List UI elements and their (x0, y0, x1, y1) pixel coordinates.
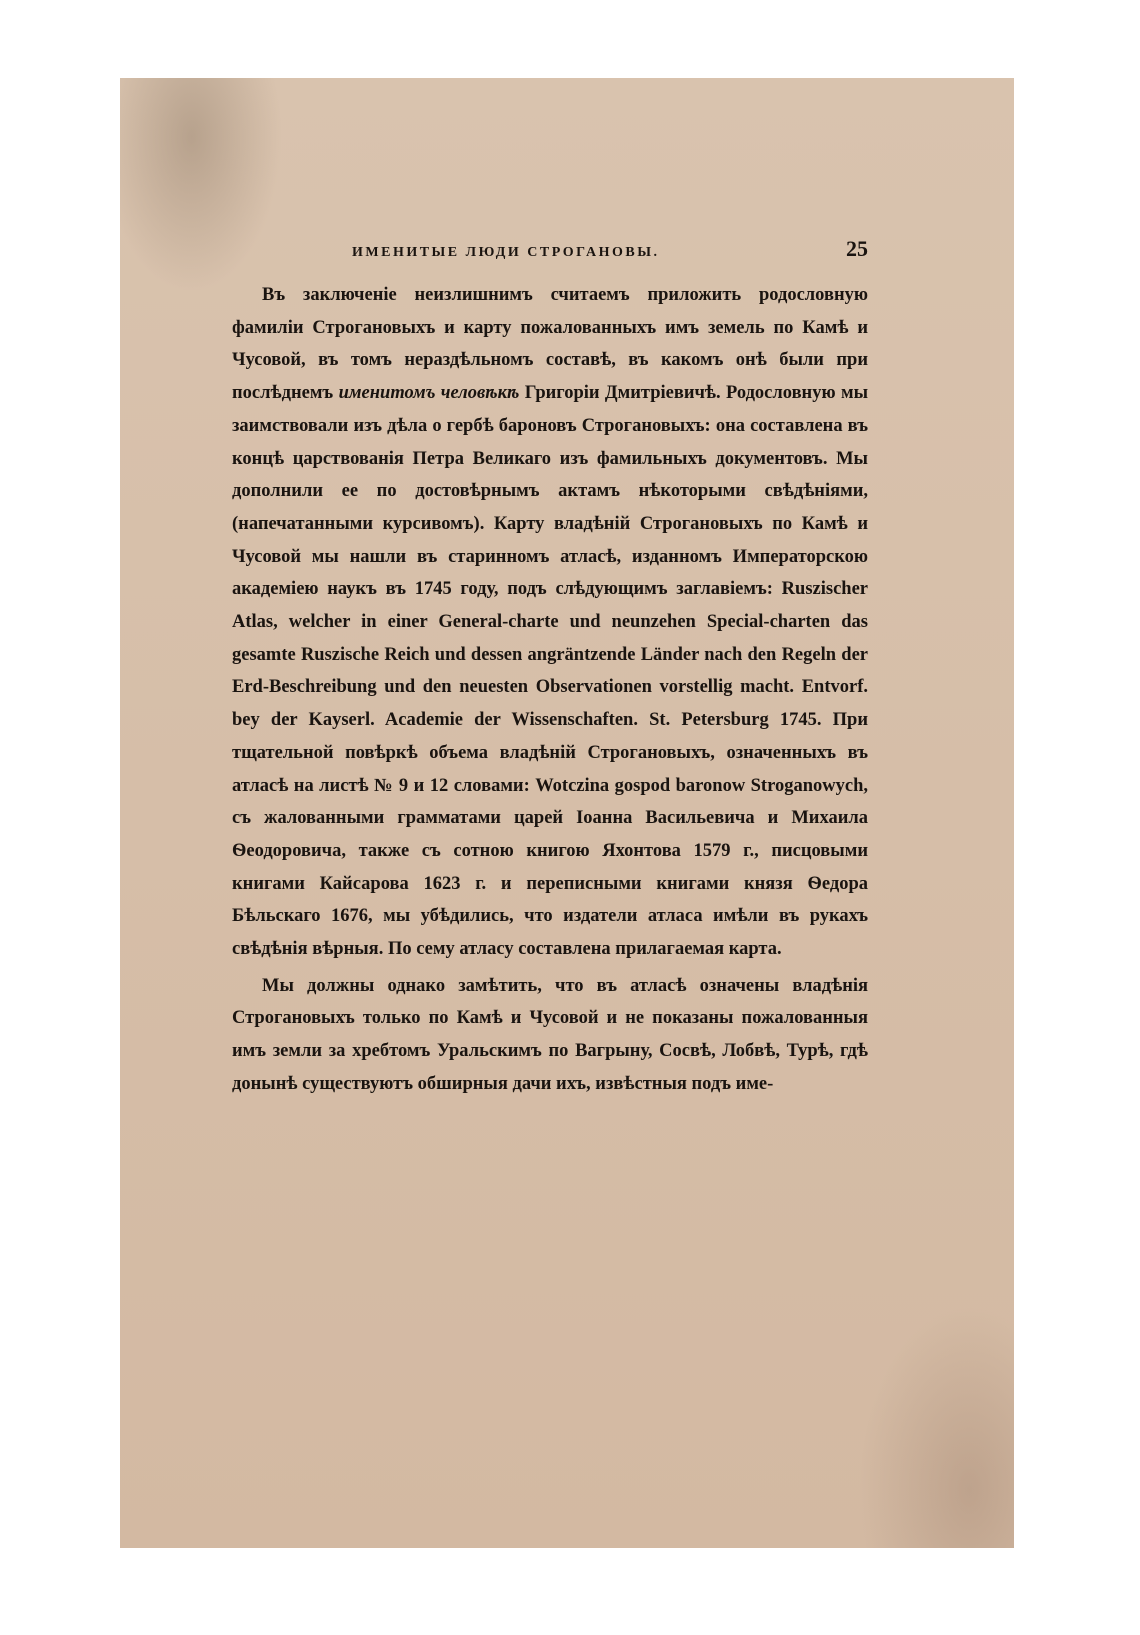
scanned-page (120, 78, 1014, 1548)
paragraph-1 (232, 279, 868, 966)
running-head-title: ИМЕНИТЫЕ ЛЮДИ СТРОГАНОВЫ. (352, 245, 660, 260)
paragraph-1-part-1: Въ заключеніе неизлишнимъ считаемъ приложить родословную фамиліи Строгановыхъ и карту пожалованныхъ имъ земель по Камѣ и Чусовой, въ томъ нераздѣльномъ составѣ, въ какомъ онѣ были при послѣднемъ (232, 285, 868, 404)
paragraph-1-part-2: Григоріи Дмитріевичѣ. Родословную мы заимствовали изъ дѣла о гербѣ бароновъ Строгановыхъ: она составлена въ концѣ царствованія Петра Великаго изъ фамильныхъ документовъ. Мы дополнили ее по достовѣрнымъ актамъ нѣкоторыми свѣдѣніями, (напечатанными курсивомъ). Карту владѣній Строгановыхъ по Камѣ и Чусовой мы нашли въ старинномъ атласѣ, изданномъ Императорскою академіею наукъ въ 1745 году, подъ слѣдующимъ заглавіемъ: Ruszischer Atlas, welcher in einer General-charte und neunzehen Special-charten das gesamte Ruszische Reich und dessen angräntzende Länder nach den Regeln der Erd-Beschreibung und den neuesten Observationen vorstellig macht. Entvorf. bey der Kayserl. Academie der Wissenschaften. St. Petersburg 1745. При тщательной повѣркѣ объема владѣній Строгановыхъ, означенныхъ въ атласѣ на листѣ № 9 и 12 словами: Wotczina gospod baronow Stroganowych, съ жалованными грамматами царей Іоанна Васильевича и Михаила Ѳеодоровича, также съ сотною книгою Яхонтова 1579 г., писцовыми книгами Кайсарова 1623 г. и переписными книгами князя Ѳедора Бѣльскаго 1676, мы убѣдились, что издатели атласа имѣли въ рукахъ свѣдѣнія вѣрныя. По сему атласу составлена прилагаемая карта. (232, 383, 869, 960)
running-head (232, 236, 868, 276)
text-block (232, 236, 868, 1101)
paragraph-1-italic: именитомъ человѣкѣ (338, 383, 520, 404)
paragraph-2: Мы должны однако замѣтить, что въ атласѣ означены владѣнія Строгановыхъ только по Камѣ и Чусовой и не показаны пожалованныя имъ земли за хребтомъ Уральскимъ по Вагрыну, Сосвѣ, Лобвѣ, Турѣ, гдѣ донынѣ существуютъ обширныя дачи ихъ, извѣстныя подъ име- (232, 975, 868, 1094)
page-number: 25 (846, 236, 868, 261)
